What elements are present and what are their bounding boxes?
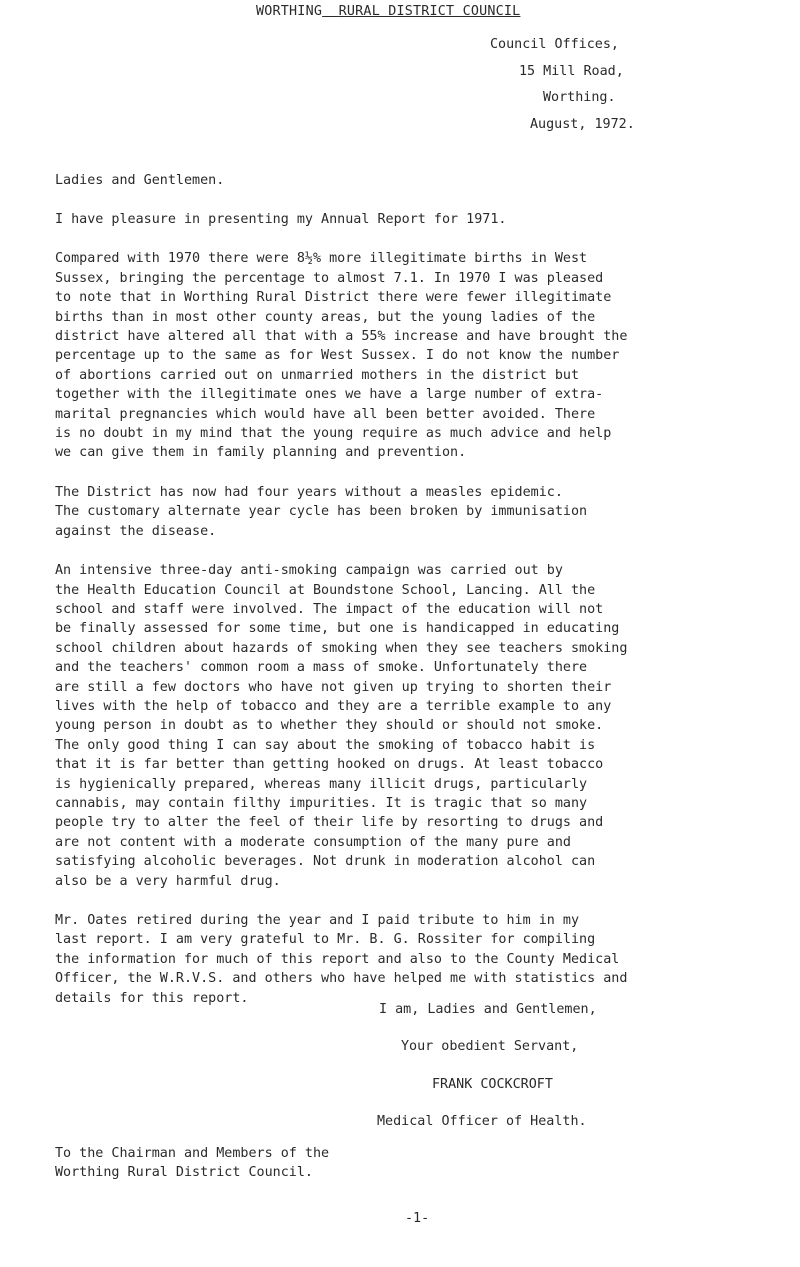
- text-line: together with the illegitimate ones we have a large number of extra-: [55, 387, 604, 403]
- paragraph-illegitimate-births: [55, 249, 775, 462]
- text-line: The only good thing I can say about the smoking of tobacco habit is: [55, 737, 596, 753]
- addressee-line-2: Worthing Rural District Council.: [55, 1165, 313, 1181]
- paragraph-intro: [55, 210, 775, 229]
- text-line: Officer, the W.R.V.S. and others who have helped me with statistics and: [55, 971, 628, 987]
- text-line: we can give them in family planning and prevention.: [55, 445, 467, 461]
- text-line: district have altered all that with a 55% increase and have brought the: [55, 329, 628, 345]
- text-line: An intensive three-day anti-smoking campaign was carried out by: [55, 563, 563, 579]
- text-line: against the disease.: [55, 523, 217, 539]
- address-date: August, 1972.: [530, 116, 635, 132]
- text-line: are still a few doctors who have not given up trying to shorten their: [55, 679, 612, 695]
- text-line: The District has now had four years without a measles epidemic.: [55, 484, 563, 500]
- text-line: satisfying alcoholic beverages. Not drunk in moderation alcohol can: [55, 854, 596, 870]
- text-line: the Health Education Council at Boundstone School, Lancing. All the: [55, 582, 596, 598]
- text-line: Sussex, bringing the percentage to almost 7.1. In 1970 I was pleased: [55, 270, 604, 286]
- text-line: the information for much of this report and also to the County Medical: [55, 951, 620, 967]
- signatory-name: FRANK COCKCROFT: [432, 1077, 553, 1092]
- text-line: percentage up to the same as for West Sussex. I do not know the number: [55, 348, 620, 364]
- text-line: to note that in Worthing Rural District there were fewer illegitimate: [55, 290, 612, 306]
- signatory-title: Medical Officer of Health.: [377, 1114, 587, 1129]
- text-line: school and staff were involved. The impact of the education will not: [55, 601, 604, 617]
- address-line-3: Worthing.: [543, 90, 616, 105]
- address-line-1: Council Offices,: [490, 37, 619, 52]
- text-line: I have pleasure in presenting my Annual Report for 1971.: [55, 212, 507, 227]
- text-line: is no doubt in my mind that the young require as much advice and help: [55, 426, 612, 442]
- heading-worthing: WORTHING: [256, 4, 323, 19]
- text-line: and the teachers' common room a mass of smoke. Unfortunately there: [55, 660, 588, 676]
- text-line: that it is far better than getting hooked on drugs. At least tobacco: [55, 757, 604, 773]
- text-line: school children about hazards of smoking when they see teachers smoking: [55, 640, 628, 656]
- text-line: be finally assessed for some time, but one is handicapped in educating: [55, 621, 620, 637]
- text-line: last report. I am very grateful to Mr. B. G. Rossiter for compiling: [55, 932, 596, 948]
- page-number: -1-: [405, 1211, 430, 1226]
- closing-valediction: Your obedient Servant,: [401, 1039, 579, 1054]
- addressee: [55, 1144, 329, 1183]
- paragraph-measles: [55, 483, 775, 541]
- paragraph-acknowledgements: [55, 911, 775, 1008]
- text-line: young person in doubt as to whether they should or should not smoke.: [55, 718, 604, 734]
- text-line: is hygienically prepared, whereas many illicit drugs, particularly: [55, 776, 588, 792]
- letter-body: [55, 210, 775, 1028]
- heading-rural-district-council: RURAL DISTRICT COUNCIL: [338, 4, 521, 19]
- text-line: Mr. Oates retired during the year and I paid tribute to him in my: [55, 913, 580, 928]
- text-line: The customary alternate year cycle has been broken by immunisation: [55, 504, 588, 520]
- council-heading: [256, 4, 520, 19]
- paragraph-anti-smoking: [55, 561, 775, 891]
- text-line: births than in most other county areas, but the young ladies of the: [55, 309, 596, 325]
- text-line: lives with the help of tobacco and they are a terrible example to any: [55, 698, 612, 714]
- closing-line: I am, Ladies and Gentlemen,: [379, 1002, 597, 1017]
- text-line: also be a very harmful drug.: [55, 873, 281, 889]
- text-line: people try to alter the feel of their life by resorting to drugs and: [55, 815, 604, 831]
- text-line: are not content with a moderate consumption of the many pure and: [55, 834, 571, 850]
- address-line-2: 15 Mill Road,: [519, 63, 624, 79]
- text-line: of abortions carried out on unmarried mothers in the district but: [55, 367, 580, 383]
- text-line: Compared with 1970 there were 8½% more illegitimate births in West: [55, 251, 588, 267]
- text-line: details for this report.: [55, 990, 249, 1006]
- addressee-line-1: To the Chairman and Members of the: [55, 1146, 330, 1161]
- text-line: marital pregnancies which would have all been better avoided. There: [55, 406, 596, 422]
- salutation: Ladies and Gentlemen.: [55, 173, 225, 188]
- text-line: cannabis, may contain filthy impurities. It is tragic that so many: [55, 795, 588, 811]
- sender-address: [490, 32, 635, 138]
